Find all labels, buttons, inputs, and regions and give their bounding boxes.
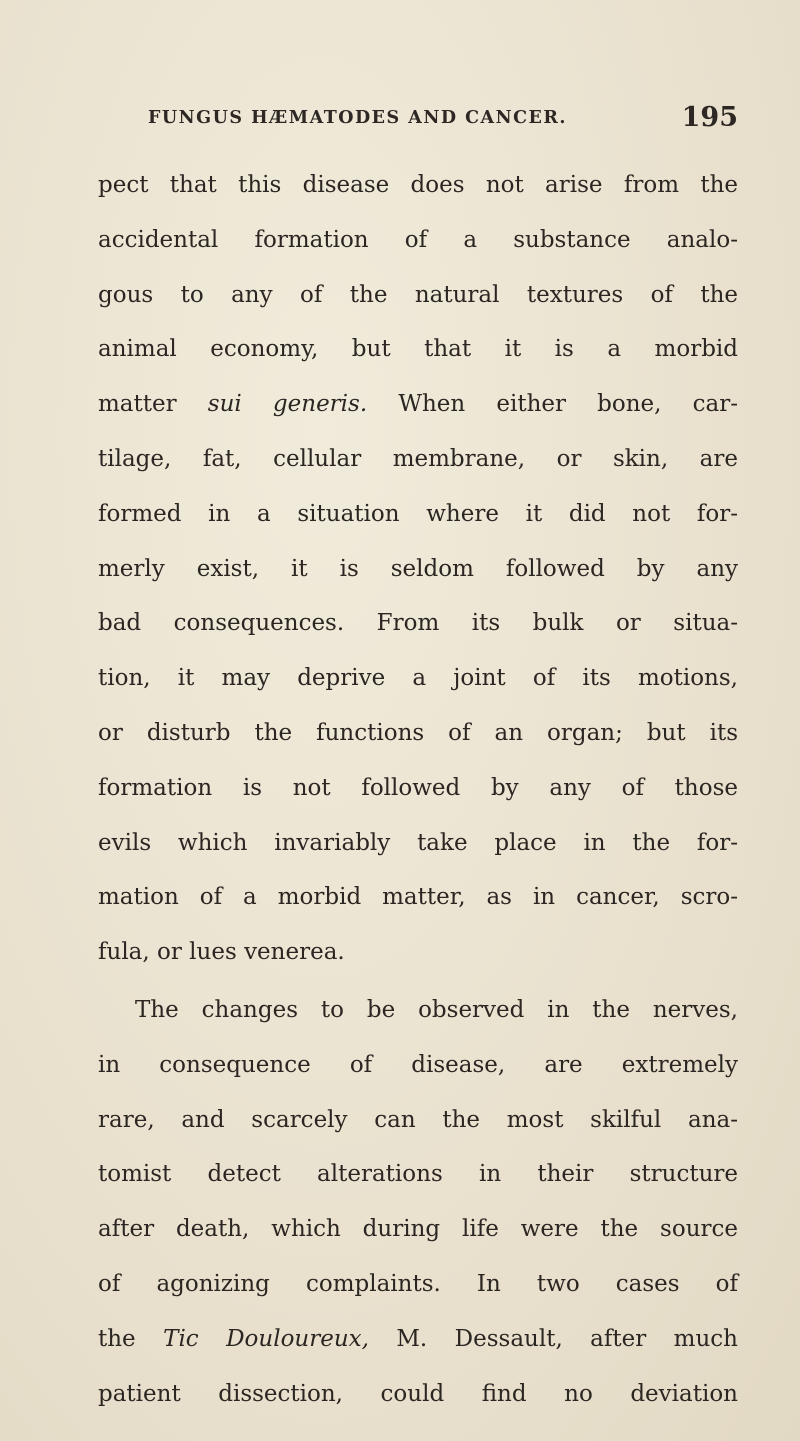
text-line: patient dissection, could find no deviation bbox=[98, 1380, 738, 1407]
text-line: tion, it may deprive a joint of its motions, bbox=[98, 665, 738, 692]
italic-phrase: Tic Douloureux, bbox=[163, 1325, 369, 1352]
text-line: formation is not followed by any of those bbox=[98, 774, 738, 801]
text-run: matter bbox=[98, 391, 208, 418]
text-line: merly exist, it is seldom followed by any bbox=[98, 555, 738, 582]
page-header bbox=[148, 102, 738, 142]
text-run: the bbox=[98, 1325, 164, 1352]
text-line: after death, which during life were the source bbox=[98, 1216, 738, 1243]
text-line: The changes to be observed in the nerves, bbox=[135, 996, 738, 1023]
text-line: or disturb the functions of an organ; but its bbox=[98, 719, 738, 746]
page-number: 195 bbox=[681, 102, 738, 133]
text-line: rare, and scarcely can the most skilful ana- bbox=[98, 1106, 738, 1133]
body-text bbox=[98, 158, 738, 1421]
text-line: animal economy, but that it is a morbid bbox=[98, 336, 738, 363]
text-line: tomist detect alterations in their structure bbox=[98, 1161, 738, 1188]
text-line bbox=[98, 377, 738, 432]
text-line: pect that this disease does not arise from the bbox=[98, 172, 738, 198]
italic-phrase: sui generis. bbox=[207, 391, 368, 418]
text-line: of agonizing complaints. In two cases of bbox=[98, 1270, 738, 1297]
text-line: formed in a situation where it did not for- bbox=[98, 500, 738, 527]
text-line: bad consequences. From its bulk or situa- bbox=[98, 610, 738, 637]
text-run: When either bone, car- bbox=[367, 391, 738, 418]
text-line: fula, or lues venerea. bbox=[98, 939, 345, 966]
text-line: gous to any of the natural textures of the bbox=[98, 281, 738, 308]
text-run: M. Dessault, after much bbox=[368, 1325, 738, 1352]
text-line: accidental formation of a substance analo- bbox=[98, 226, 738, 253]
text-line: evils which invariably take place in the for- bbox=[98, 829, 738, 856]
running-head: FUNGUS HÆMATODES AND CANCER. bbox=[148, 108, 568, 128]
text-line: in consequence of disease, are extremely bbox=[98, 1051, 738, 1078]
text-line: tilage, fat, cellular membrane, or skin, are bbox=[98, 445, 738, 472]
text-line: mation of a morbid matter, as in cancer, scro- bbox=[98, 884, 738, 911]
text-line bbox=[98, 1312, 738, 1367]
